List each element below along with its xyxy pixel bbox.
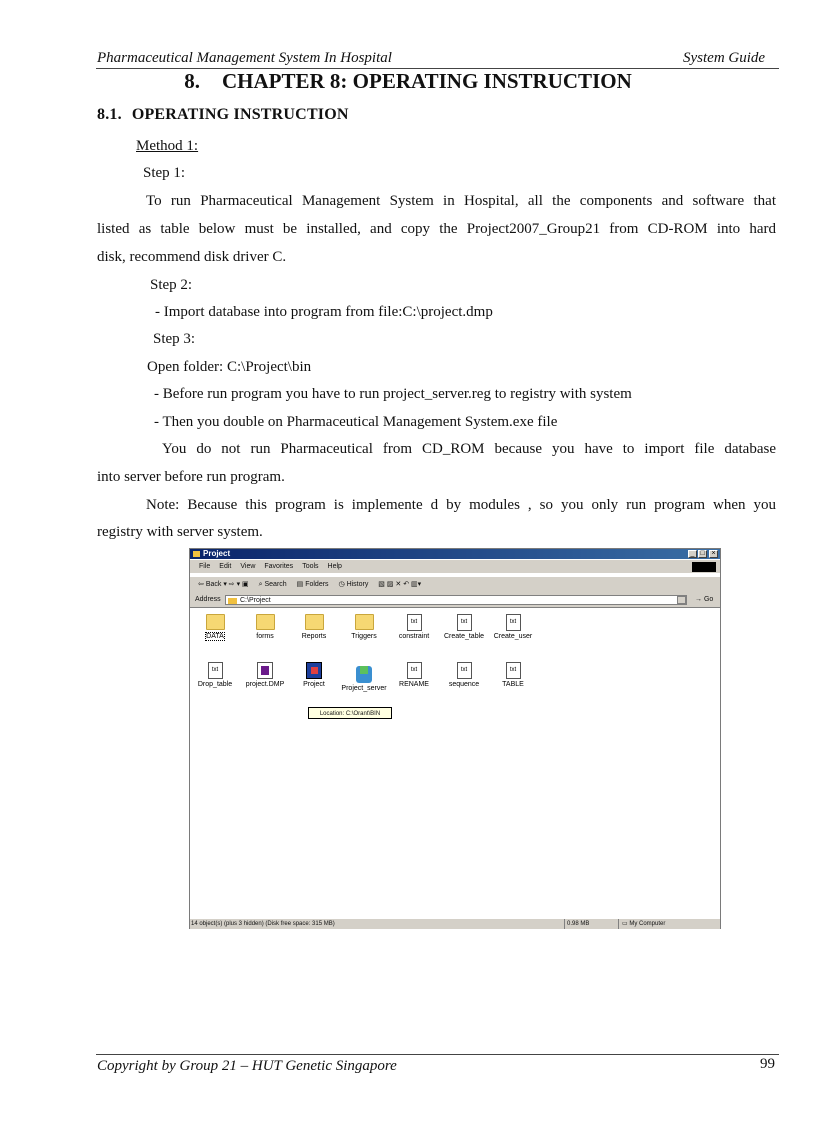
- close-button[interactable]: ×: [709, 550, 718, 558]
- file-item-triggers[interactable]: Triggers: [339, 614, 389, 640]
- text-file-icon: txt: [407, 614, 422, 631]
- windows-logo-icon: [692, 562, 716, 572]
- import-instruction: - Import database into program from file:C:\project.dmp: [155, 304, 493, 320]
- menu-favorites[interactable]: Favorites: [264, 563, 294, 570]
- status-divider: [618, 919, 619, 929]
- text-file-icon: txt: [457, 662, 472, 679]
- file-item-rename[interactable]: txt RENAME: [389, 662, 439, 688]
- file-item-project-server[interactable]: Project_server: [339, 662, 389, 692]
- file-item-constraint[interactable]: txt constraint: [389, 614, 439, 640]
- minimize-button[interactable]: _: [688, 550, 697, 558]
- open-folder-instruction: Open folder: C:\Project\bin: [147, 359, 312, 375]
- folders-button[interactable]: ▤ Folders: [296, 581, 329, 588]
- page-number: 99: [760, 1056, 775, 1072]
- section-number: 8.1.: [97, 106, 122, 123]
- file-item-sequence[interactable]: txt sequence: [439, 662, 489, 688]
- menu-edit[interactable]: Edit: [219, 563, 232, 570]
- file-item-forms[interactable]: forms: [240, 614, 290, 640]
- paragraph-1-line-3: disk, recommend disk driver C.: [97, 249, 287, 265]
- address-dropdown[interactable]: [677, 596, 686, 604]
- status-objects: 14 object(s) (plus 3 hidden) (Disk free space: 315 MB): [191, 921, 335, 927]
- folder-icon: [256, 614, 275, 630]
- text-file-icon: txt: [407, 662, 422, 679]
- status-bar: [190, 918, 720, 929]
- menu-help[interactable]: Help: [327, 563, 342, 570]
- application-icon: [306, 662, 322, 679]
- maximize-button[interactable]: □: [698, 550, 707, 558]
- history-button[interactable]: ◷ History: [338, 581, 369, 588]
- paragraph-1-line-2: listed as table below must be installed, and copy the Project2007_Group21 from CD-ROM into hard: [97, 221, 776, 237]
- status-divider: [564, 919, 565, 929]
- section-heading: [97, 106, 349, 124]
- back-button[interactable]: ⇦ Back ▾ ⇨ ▾ ▣: [198, 581, 249, 588]
- text-file-icon: txt: [506, 662, 521, 679]
- computer-label: My Computer: [629, 921, 666, 927]
- folder-icon: [193, 551, 200, 557]
- section-title: OPERATING INSTRUCTION: [131, 106, 349, 123]
- step-2-label: Step 2:: [150, 277, 193, 293]
- chapter-heading: [0, 69, 816, 94]
- step-1-label: Step 1:: [143, 165, 186, 181]
- explorer-title: Project: [203, 549, 231, 558]
- run-instruction: - Then you double on Pharmaceutical Management System.exe file: [154, 414, 558, 430]
- paragraph-2-line-2: into server before run program.: [97, 469, 285, 485]
- explorer-titlebar: [190, 549, 720, 559]
- address-bar: [190, 593, 720, 607]
- folder-icon: [355, 614, 374, 630]
- address-input[interactable]: [225, 595, 687, 605]
- dump-file-icon: [257, 662, 273, 679]
- file-item-create-user[interactable]: txt Create_user: [488, 614, 538, 640]
- note-line-2: registry with server system.: [97, 524, 263, 540]
- toolbar: [190, 576, 720, 594]
- text-file-icon: txt: [457, 614, 472, 631]
- header-title: Pharmaceutical Management System In Hospital: [97, 50, 392, 66]
- file-item-create-table[interactable]: txt Create_table: [439, 614, 489, 640]
- status-size: 0.98 MB: [567, 921, 590, 927]
- search-button[interactable]: ⌕ Search: [258, 581, 287, 588]
- menu-bar: [190, 560, 720, 573]
- file-item-data[interactable]: DATA: [190, 614, 240, 640]
- file-item-reports[interactable]: Reports: [289, 614, 339, 640]
- folder-icon: [206, 614, 225, 630]
- file-item-project[interactable]: Project: [289, 662, 339, 688]
- location-tooltip: Location: C:\Orant\BIN: [308, 707, 392, 719]
- file-item-table[interactable]: txt TABLE: [488, 662, 538, 688]
- toolbar-extra-icons[interactable]: ▧ ▨ ✕ ↶ ▥▾: [378, 581, 422, 588]
- paragraph-1-line-1: To run Pharmaceutical Management System in Hospital, all the components and software that: [146, 193, 776, 209]
- registry-instruction: - Before run program you have to run project_server.reg to registry with system: [154, 386, 632, 402]
- file-item-project-dmp[interactable]: project.DMP: [240, 662, 290, 688]
- step-3-label: Step 3:: [153, 331, 196, 347]
- footer-rule: [96, 1054, 779, 1055]
- folder-icon: [305, 614, 324, 630]
- status-zone: ▭ My Computer: [622, 921, 666, 927]
- explorer-screenshot: [189, 548, 721, 929]
- registry-file-icon: [356, 666, 372, 683]
- go-button[interactable]: → Go: [695, 596, 714, 603]
- method-label: Method 1:: [136, 138, 199, 154]
- address-value: C:\Project: [240, 597, 271, 604]
- menu-file[interactable]: File: [199, 563, 211, 570]
- address-label: Address: [195, 596, 221, 603]
- file-item-drop-table[interactable]: txt Drop_table: [190, 662, 240, 688]
- folder-icon: [228, 598, 237, 604]
- text-file-icon: txt: [506, 614, 521, 631]
- paragraph-2-line-1: You do not run Pharmaceutical from CD_ROM because you have to import file database: [162, 441, 776, 457]
- chapter-number: 8.: [184, 69, 200, 93]
- chapter-title: CHAPTER 8: OPERATING INSTRUCTION: [222, 69, 632, 93]
- header-section: System Guide: [683, 50, 766, 66]
- file-list: [190, 607, 720, 919]
- menu-view[interactable]: View: [240, 563, 256, 570]
- footer-copyright: Copyright by Group 21 – HUT Genetic Singapore: [97, 1058, 397, 1074]
- menu-tools[interactable]: Tools: [302, 563, 319, 570]
- text-file-icon: txt: [208, 662, 223, 679]
- note-line-1: Note: Because this program is implemente d by modules , so you only run program when you: [146, 497, 776, 513]
